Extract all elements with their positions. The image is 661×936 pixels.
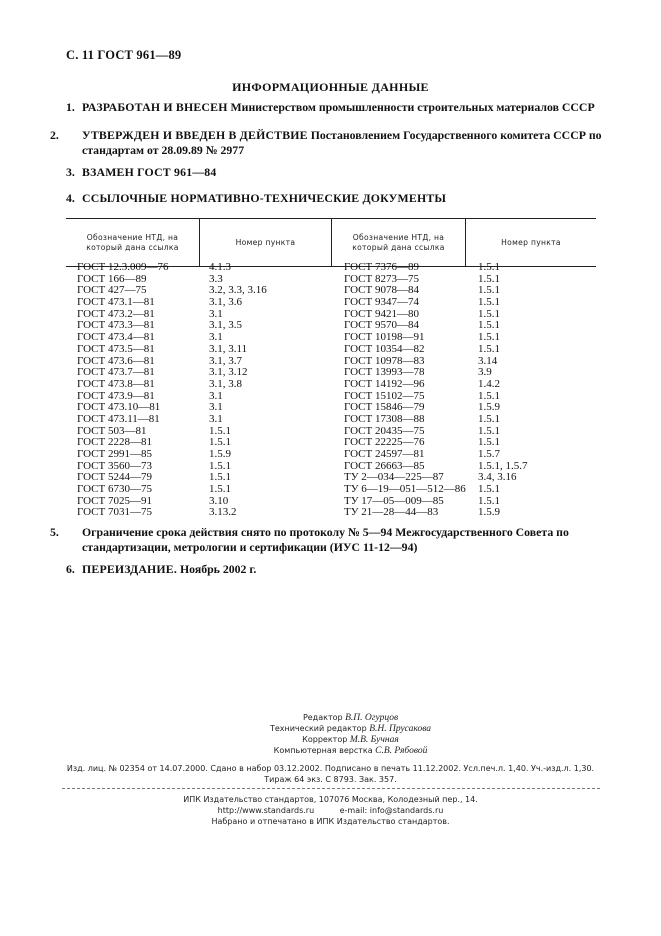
item-caps: РАЗРАБОТАН И ВНЕСЕН (82, 100, 228, 114)
item-caps: УТВЕРЖДЕН И ВВЕДЕН В ДЕЙСТВИЕ (82, 128, 308, 142)
right-docs-column (344, 262, 466, 519)
table-cell-point: 1.5.1 (478, 331, 500, 344)
item-number: 6. (66, 562, 75, 576)
table-cell-designation: ГОСТ 9078—84 (344, 284, 419, 297)
table-cell-point: 3.1, 3.8 (209, 377, 242, 390)
table-cell-point: 3.1, 3.12 (209, 366, 248, 379)
item-caps: ПЕРЕИЗДАНИЕ. (82, 562, 178, 576)
editor-name: В.П. Огурцов (345, 713, 399, 723)
table-cell-point: 3.4, 3.16 (478, 471, 517, 484)
item-text: Ограничение срока действия снято по протоколу № 5—94 Межгосударственного Совета по стандартизации, метрологии и сертификации (ИУС 11-12—94) (82, 525, 569, 554)
table-cell-point: 3.9 (478, 366, 492, 379)
table-cell-designation: ГОСТ 473.5—81 (77, 342, 155, 355)
table-cell-designation: ГОСТ 5244—79 (77, 471, 152, 484)
table-cell-designation: ГОСТ 24597—81 (344, 448, 425, 460)
item-number: 1. (66, 100, 75, 114)
table-cell-designation: ГОСТ 14192—96 (344, 377, 425, 390)
table-cell-designation: ГОСТ 7031—75 (77, 506, 152, 519)
table-cell-point: 3.1, 3.11 (209, 342, 248, 355)
table-cell-designation: ГОСТ 473.4—81 (77, 331, 155, 344)
table-cell-designation: ГОСТ 26663—85 (344, 459, 425, 472)
table-cell-point: 1.5.1 (478, 494, 500, 507)
table-cell-point: 3.1 (209, 389, 223, 402)
table-cell-point: 1.4.2 (478, 377, 500, 390)
table-cell-designation: ТУ 21—28—44—83 (344, 506, 439, 519)
item-text: Министерством промышленности строительных материалов СССР (227, 100, 595, 114)
item-number: 2. (50, 128, 59, 142)
print-run: Тираж 64 экз. С 8793. Зак. 357. (264, 775, 397, 784)
table-cell-point: 3.13.2 (209, 506, 237, 519)
table-cell-point: 1.5.1 (478, 424, 500, 437)
table-cell-point: 1.5.1 (478, 342, 500, 355)
table-cell-designation: ГОСТ 473.6—81 (77, 354, 155, 367)
table-cell-designation: ГОСТ 9570—84 (344, 319, 419, 332)
layout-line (20, 746, 661, 757)
item-text: Постановлением Государственного комитета СССР по стандартам от 28.09.89 № 2977 (82, 128, 602, 157)
table-cell-designation: ГОСТ 20435—75 (344, 424, 425, 437)
table-cell-point: 1.5.9 (478, 506, 500, 519)
table-cell-designation: ГОСТ 15846—79 (344, 401, 425, 414)
table-cell-designation: ГОСТ 473.3—81 (77, 319, 155, 332)
publisher-contacts: http://www.standards.ru e-mail: info@standards.ru (217, 806, 444, 815)
item-number: 4. (66, 191, 75, 205)
table-cell-designation: ГОСТ 473.9—81 (77, 389, 155, 402)
table-cell-designation: ГОСТ 8273—75 (344, 272, 419, 285)
column-header-point-2: Номер пункта (501, 237, 561, 247)
table-cell-designation: ГОСТ 166—89 (77, 272, 147, 285)
table-cell-designation: ГОСТ 473.7—81 (77, 366, 155, 379)
table-cell-designation: ГОСТ 12.3.009—76 (77, 261, 169, 273)
table-cell-designation: ГОСТ 473.10—81 (77, 401, 161, 414)
table-cell-designation: ГОСТ 473.11—81 (77, 412, 160, 425)
item-6 (66, 562, 626, 577)
publisher-address: ИПК Издательство стандартов, 107076 Москва, Колодезный пер., 14. (183, 795, 478, 804)
table-cell-designation: ГОСТ 427—75 (77, 284, 147, 297)
right-points-column (478, 262, 528, 519)
table-cell-point: 1.5.1 (209, 436, 231, 449)
table-cell-point: 1.5.1 (478, 284, 500, 297)
table-cell-point: 3.1, 3.5 (209, 319, 242, 332)
table-cell-designation: ГОСТ 10198—91 (344, 331, 425, 344)
table-cell-designation: ГОСТ 473.2—81 (77, 307, 155, 320)
tech-editor-label: Технический редактор (269, 724, 370, 733)
table-cell-point: 1.5.1 (478, 296, 500, 309)
table-cell-designation: ГОСТ 13993—78 (344, 366, 425, 379)
table-cell-point: 1.5.1 (209, 471, 231, 484)
table-cell-point: 1.5.1 (478, 319, 500, 332)
item-4 (66, 191, 626, 206)
table-cell-designation: ГОСТ 9347—74 (344, 296, 419, 309)
left-points-column (209, 262, 267, 519)
table-cell-point: 1.5.7 (478, 448, 500, 460)
table-cell-point: 1.5.1 (209, 424, 231, 437)
item-3 (66, 165, 626, 180)
corrector-label: Корректор (302, 735, 350, 744)
table-cell-point: 1.5.1 (478, 272, 500, 285)
item-number: 5. (50, 525, 59, 539)
table-cell-point: 1.5.1 (209, 459, 231, 472)
reference-table-header (66, 218, 596, 267)
table-cell-point: 3.10 (209, 494, 229, 507)
table-cell-designation: ГОСТ 3560—73 (77, 459, 152, 472)
table-cell-point: 4.1.3 (209, 261, 231, 273)
table-cell-point: 1.5.9 (209, 448, 231, 460)
table-cell-designation: ГОСТ 17308—88 (344, 412, 425, 425)
table-cell-designation: ГОСТ 7025—91 (77, 494, 152, 507)
table-cell-designation: ГОСТ 2228—81 (77, 436, 152, 449)
table-cell-point: 1.5.1 (209, 483, 231, 496)
item-number: 3. (66, 165, 75, 179)
table-cell-point: 3.1 (209, 331, 223, 344)
table-cell-designation: ГОСТ 7376—89 (344, 261, 419, 273)
layout-label: Компьютерная верстка (273, 746, 376, 755)
table-cell-point: 3.1 (209, 412, 223, 425)
dashed-divider (62, 788, 600, 789)
layout-name: С.В. Рябовой (375, 746, 428, 756)
corrector-line (20, 735, 661, 746)
table-cell-designation: ГОСТ 9421—80 (344, 307, 419, 320)
item-5 (50, 525, 622, 555)
column-header-designation-1: Обозначение НТД, на который дана ссылка (86, 232, 179, 252)
table-cell-designation: ГОСТ 503—81 (77, 424, 147, 437)
publication-details: Изд. лиц. № 02354 от 14.07.2000. Сдано в набор 03.12.2002. Подписано в печать 11.12.2002. Усл.печ.л. 1,40. Уч.-изд.л. 1,30. (66, 764, 595, 773)
tech-editor-line (20, 724, 661, 735)
table-cell-designation: ГОСТ 2991—85 (77, 448, 152, 460)
table-cell-point: 3.14 (478, 354, 498, 367)
table-cell-designation: ГОСТ 473.1—81 (77, 296, 155, 309)
section-title: ИНФОРМАЦИОННЫЕ ДАННЫЕ (232, 80, 429, 94)
table-cell-point: 1.5.9 (478, 401, 500, 414)
tech-editor-name: В.Н. Прусакова (369, 724, 432, 734)
table-cell-designation: ГОСТ 6730—75 (77, 483, 152, 496)
column-header-designation-2: Обозначение НТД, на который дана ссылка (352, 232, 445, 252)
table-cell-point: 1.5.1 (478, 436, 500, 449)
table-cell-point: 1.5.1 (478, 261, 500, 273)
table-cell-point: 1.5.1 (478, 389, 500, 402)
table-cell-point: 1.5.1 (478, 483, 500, 496)
item-caps: ССЫЛОЧНЫЕ НОРМАТИВНО-ТЕХНИЧЕСКИЕ ДОКУМЕНТЫ (82, 191, 447, 205)
page-header: С. 11 ГОСТ 961—89 (66, 48, 182, 62)
table-cell-designation: ГОСТ 473.8—81 (77, 377, 155, 390)
left-docs-column (77, 262, 168, 519)
table-cell-designation: ТУ 2—034—225—87 (344, 471, 444, 484)
table-cell-point: 1.5.1 (478, 412, 500, 425)
printing-note: Набрано и отпечатано в ИПК Издательство стандартов. (211, 817, 450, 826)
corrector-name: М.В. Бучная (349, 735, 399, 745)
table-cell-point: 3.1 (209, 307, 223, 320)
table-cell-point: 3.1, 3.7 (209, 354, 242, 367)
table-cell-designation: ТУ 17—05—009—85 (344, 494, 444, 507)
item-1 (66, 100, 626, 115)
table-cell-point: 3.1, 3.6 (209, 296, 242, 309)
table-cell-designation: ГОСТ 10978—83 (344, 354, 425, 367)
item-2 (50, 128, 626, 158)
table-cell-point: 1.5.1 (478, 307, 500, 320)
editor-label: Редактор (302, 713, 346, 722)
table-cell-designation: ГОСТ 15102—75 (344, 389, 425, 402)
editor-line (20, 713, 661, 724)
table-cell-point: 3.2, 3.3, 3.16 (209, 284, 267, 297)
item-caps: ВЗАМЕН ГОСТ 961—84 (82, 165, 217, 179)
table-cell-designation: ГОСТ 10354—82 (344, 342, 425, 355)
table-cell-point: 1.5.1, 1.5.7 (478, 459, 528, 472)
table-cell-designation: ГОСТ 22225—76 (344, 436, 425, 449)
table-cell-designation: ТУ 6—19—051—512—86 (344, 483, 466, 496)
table-cell-point: 3.3 (209, 272, 223, 285)
column-header-point-1: Номер пункта (235, 237, 296, 247)
item-text: Ноябрь 2002 г. (177, 562, 257, 576)
table-cell-point: 3.1 (209, 401, 223, 414)
